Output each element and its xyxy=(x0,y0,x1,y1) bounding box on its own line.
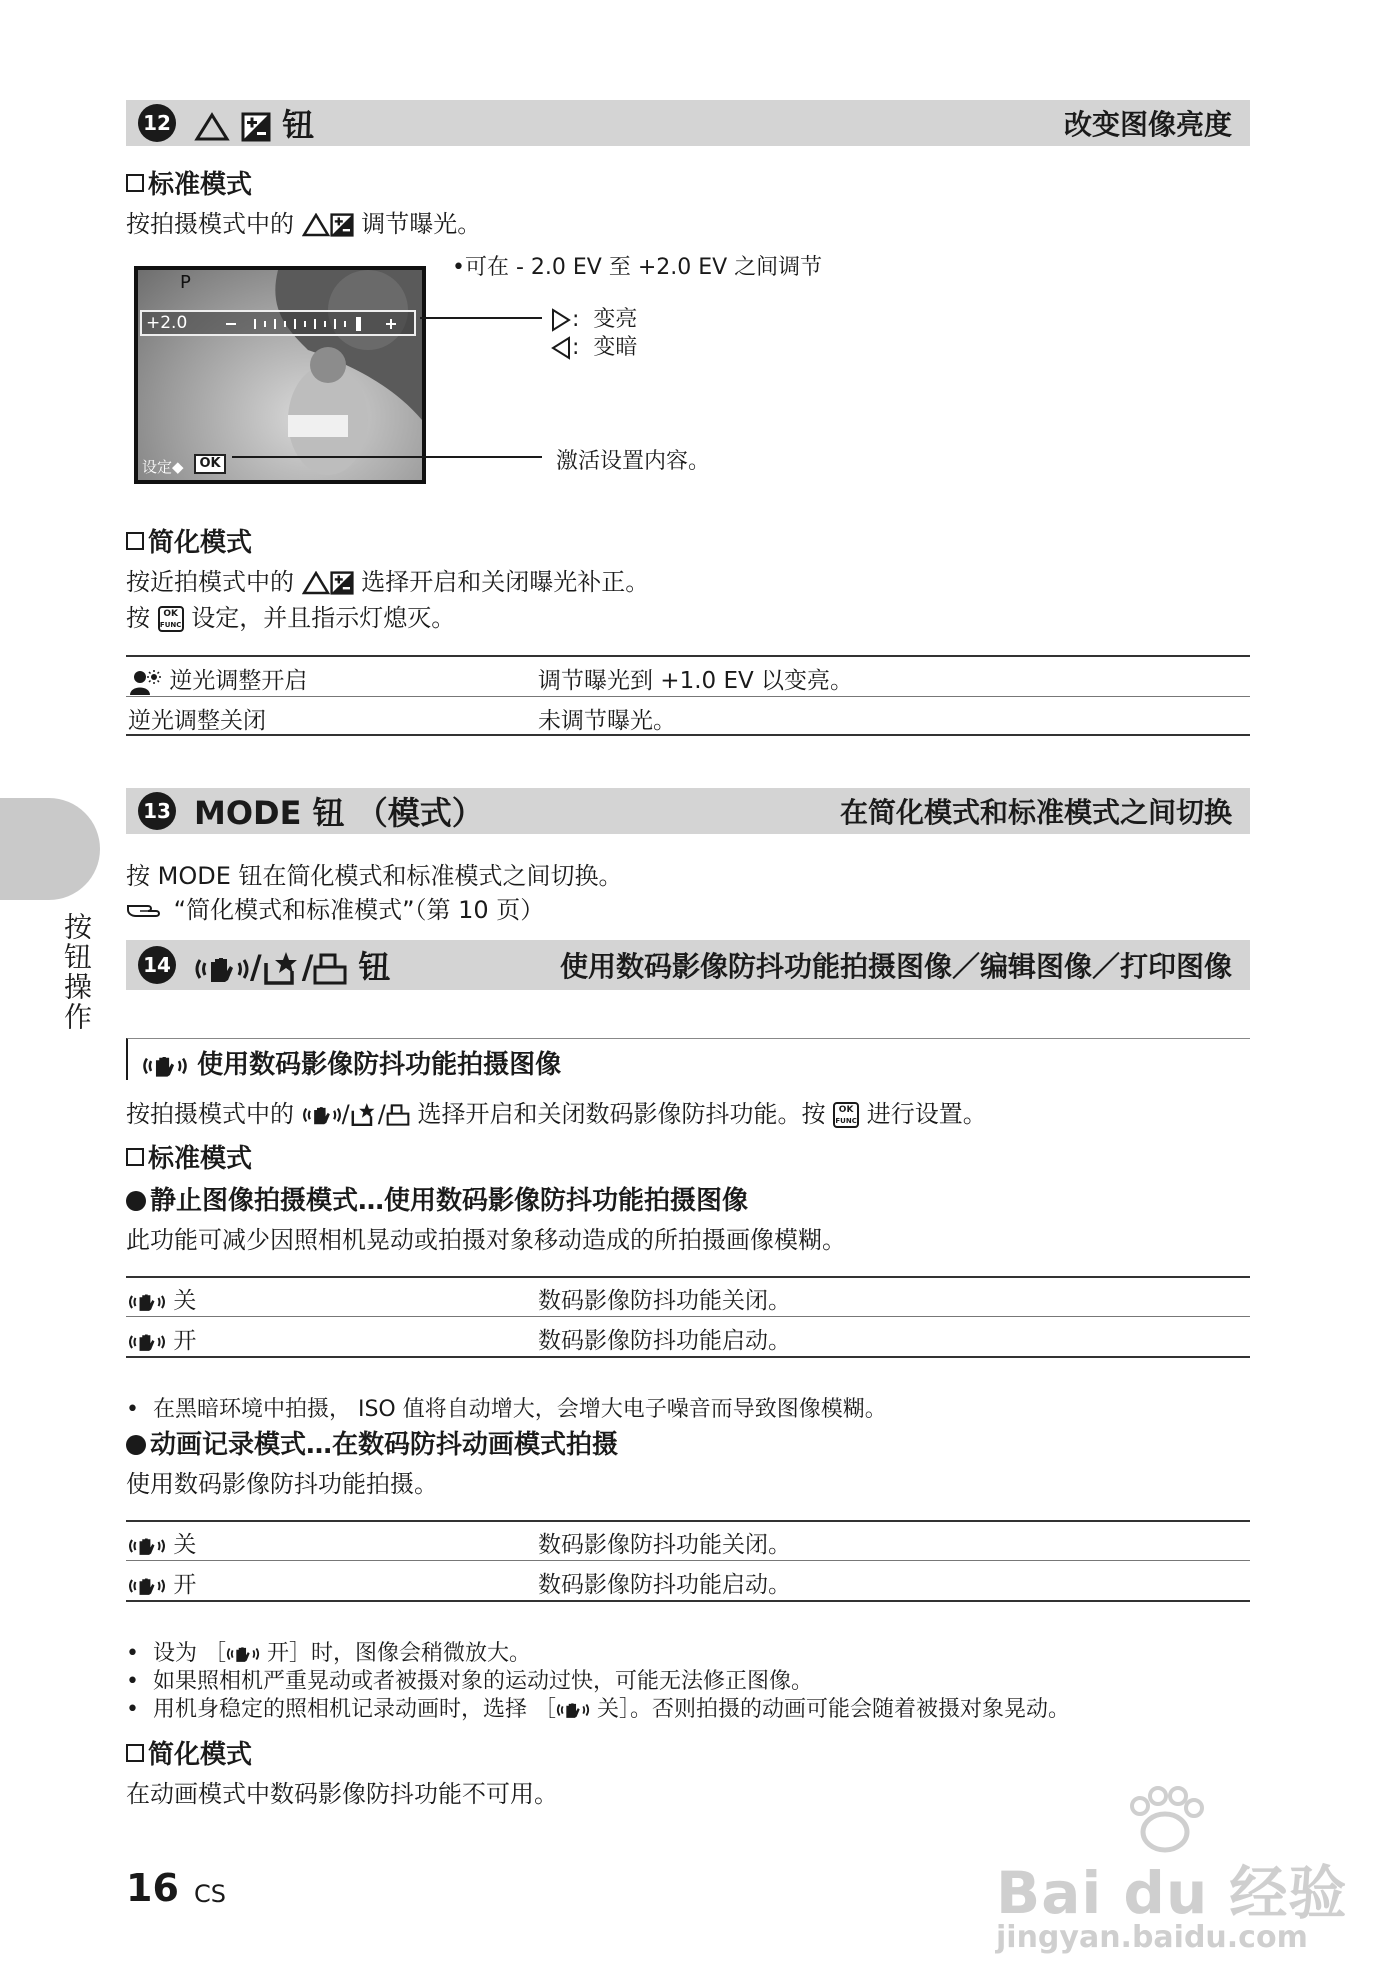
table-rule xyxy=(126,655,1250,657)
simple-mode-set: 按 OK FUNC 设定，并且指示灯熄灭。 xyxy=(126,604,456,632)
section-subtitle: 在简化模式和标准模式之间切换 xyxy=(839,796,1232,829)
right-arrow-note: : 变亮 xyxy=(550,302,637,333)
table2-row-1-left: 关 xyxy=(128,1526,196,1559)
simple-mode-desc: 在动画模式中数码影像防抖功能不可用。 xyxy=(126,1780,558,1808)
note-1: • 在黑暗环境中拍摄， ISO 值将自动增大，会增大电子噪音而导致图像模糊。 xyxy=(126,1397,887,1422)
table2-row-1-right: 数码影像防抖功能关闭。 xyxy=(538,1532,791,1558)
ok-indicator: OK xyxy=(194,454,226,474)
table-rule xyxy=(126,1316,1250,1317)
arrow-left-icon xyxy=(550,336,572,360)
bullet-icon xyxy=(126,1435,146,1455)
set-label: 设定◆ xyxy=(142,458,184,476)
checkbox-icon xyxy=(126,532,144,550)
print-icon xyxy=(313,953,347,985)
section-subtitle: 改变图像亮度 xyxy=(1063,108,1232,141)
checkbox-icon xyxy=(126,1148,144,1166)
image-stabilizer-icon xyxy=(128,1291,166,1313)
table-row-2-left: 逆光调整关闭 xyxy=(128,708,266,734)
image-stabilizer-icon xyxy=(226,1644,260,1664)
image-stabilizer-icon xyxy=(142,1053,188,1079)
language-code: CS xyxy=(194,1880,226,1908)
page-number: 16 xyxy=(126,1866,179,1910)
print-icon xyxy=(386,1104,410,1126)
mode-desc: 按 MODE 钮在简化模式和标准模式之间切换。 xyxy=(126,862,623,890)
image-stabilizer-icon xyxy=(128,1331,166,1353)
edit-star-icon xyxy=(262,951,302,987)
subsection-title: 使用数码影像防抖功能拍摄图像 xyxy=(142,1044,561,1081)
table1-row-2-right: 数码影像防抖功能启动。 xyxy=(538,1328,791,1354)
table1-row-1-right: 数码影像防抖功能关闭。 xyxy=(538,1288,791,1314)
triangle-up-icon xyxy=(302,571,330,595)
section-title: MODE 钮 （模式） xyxy=(194,794,484,832)
ok-func-icon: OK FUNC xyxy=(158,606,184,632)
side-tab xyxy=(0,798,100,900)
mode-ref xyxy=(126,890,544,925)
paw-icon xyxy=(1120,1784,1210,1854)
still-mode-desc: 此功能可减少因照相机晃动或拍摄对象移动造成的所拍摄画像模糊。 xyxy=(126,1226,846,1254)
image-stabilizer-icon xyxy=(194,954,250,984)
left-arrow-note: : 变暗 xyxy=(550,330,637,361)
table-rule xyxy=(126,734,1250,736)
table-row-2-right: 未调节曝光。 xyxy=(538,708,676,734)
checkbox-icon xyxy=(126,1744,144,1762)
simple-mode-heading: 简化模式 xyxy=(126,522,252,559)
table-row-1-left: 逆光调整开启 xyxy=(128,662,307,696)
table1-row-1-left: 关 xyxy=(128,1282,196,1315)
image-stabilizer-icon xyxy=(302,1103,342,1127)
range-note: •可在 - 2.0 EV 至 +2.0 EV 之间调节 xyxy=(452,255,823,280)
pointing-hand-icon xyxy=(126,900,166,922)
section-title-suffix: 钮 xyxy=(282,106,315,144)
backlight-icon xyxy=(128,668,162,696)
table2-row-2-right: 数码影像防抖功能启动。 xyxy=(538,1572,791,1598)
exposure-icon xyxy=(330,571,354,595)
std-mode-heading: 标准模式 xyxy=(126,164,252,201)
section-title: / / 钮 xyxy=(194,942,391,988)
movie-mode-heading: 动画记录模式…在数码防抖动画模式拍摄 xyxy=(126,1424,618,1461)
simple-mode-heading: 简化模式 xyxy=(126,1734,252,1771)
note-4: • 用机身稳定的照相机记录动画时，选择 ［ 关］。否则拍摄的动画可能会随着被摄对象晃动。 xyxy=(126,1697,1070,1722)
table-rule xyxy=(126,1276,1250,1278)
page-reference-link[interactable]: “简化模式和标准模式”（第 10 页） xyxy=(173,896,545,924)
section-title-suffix: 钮 xyxy=(358,948,391,986)
image-stabilizer-icon xyxy=(128,1575,166,1597)
table-rule xyxy=(126,1520,1250,1522)
image-stabilizer-icon xyxy=(128,1535,166,1557)
note-2: • 设为 ［ 开］时，图像会稍微放大。 xyxy=(126,1641,531,1666)
image-stabilizer-icon xyxy=(556,1700,590,1720)
table-rule xyxy=(126,1560,1250,1561)
table2-row-2-left: 开 xyxy=(128,1566,196,1599)
section-13-header xyxy=(126,788,1250,834)
stabilizer-desc: 按拍摄模式中的 / / 选择开启和关闭数码影像防抖功能。按 OK FUNC 进行设置。 xyxy=(126,1100,987,1128)
bullet-icon xyxy=(126,1191,146,1211)
movie-mode-desc: 使用数码影像防抖功能拍摄。 xyxy=(126,1470,438,1498)
section-subtitle: 使用数码影像防抖功能拍摄图像／编辑图像／打印图像 xyxy=(559,950,1232,983)
section-number: 12 xyxy=(138,104,176,142)
watermark-url: jingyan.baidu.com xyxy=(996,1920,1308,1955)
section-number: 13 xyxy=(138,792,176,830)
ok-func-icon: OK FUNC xyxy=(833,1102,859,1128)
table-rule xyxy=(126,1600,1250,1602)
side-label: 按钮操作 xyxy=(60,912,93,1032)
edit-star-icon xyxy=(350,1102,378,1128)
watermark-brand: Bai du 经验 xyxy=(996,1859,1348,1927)
std-mode-heading: 标准模式 xyxy=(126,1138,252,1175)
still-mode-heading: 静止图像拍摄模式…使用数码影像防抖功能拍摄图像 xyxy=(126,1180,748,1217)
mode-indicator: P xyxy=(180,272,191,293)
table-rule xyxy=(126,1356,1250,1358)
note-3: • 如果照相机严重晃动或者被摄对象的运动过快，可能无法修正图像。 xyxy=(126,1669,813,1694)
section-14-header xyxy=(126,940,1250,990)
table-row-1-right: 调节曝光到 +1.0 EV 以变亮。 xyxy=(538,668,854,694)
simple-mode-desc: 按近拍模式中的 选择开启和关闭曝光补正。 xyxy=(126,568,650,596)
ok-note: 激活设置内容。 xyxy=(556,449,711,474)
table1-row-2-left: 开 xyxy=(128,1322,196,1355)
ev-value: +2.0 xyxy=(146,313,188,333)
arrow-right-icon xyxy=(550,308,572,332)
section-number: 14 xyxy=(138,946,176,984)
std-mode-desc: 按拍摄模式中的 调节曝光。 xyxy=(126,210,482,238)
table-rule xyxy=(126,696,1250,697)
